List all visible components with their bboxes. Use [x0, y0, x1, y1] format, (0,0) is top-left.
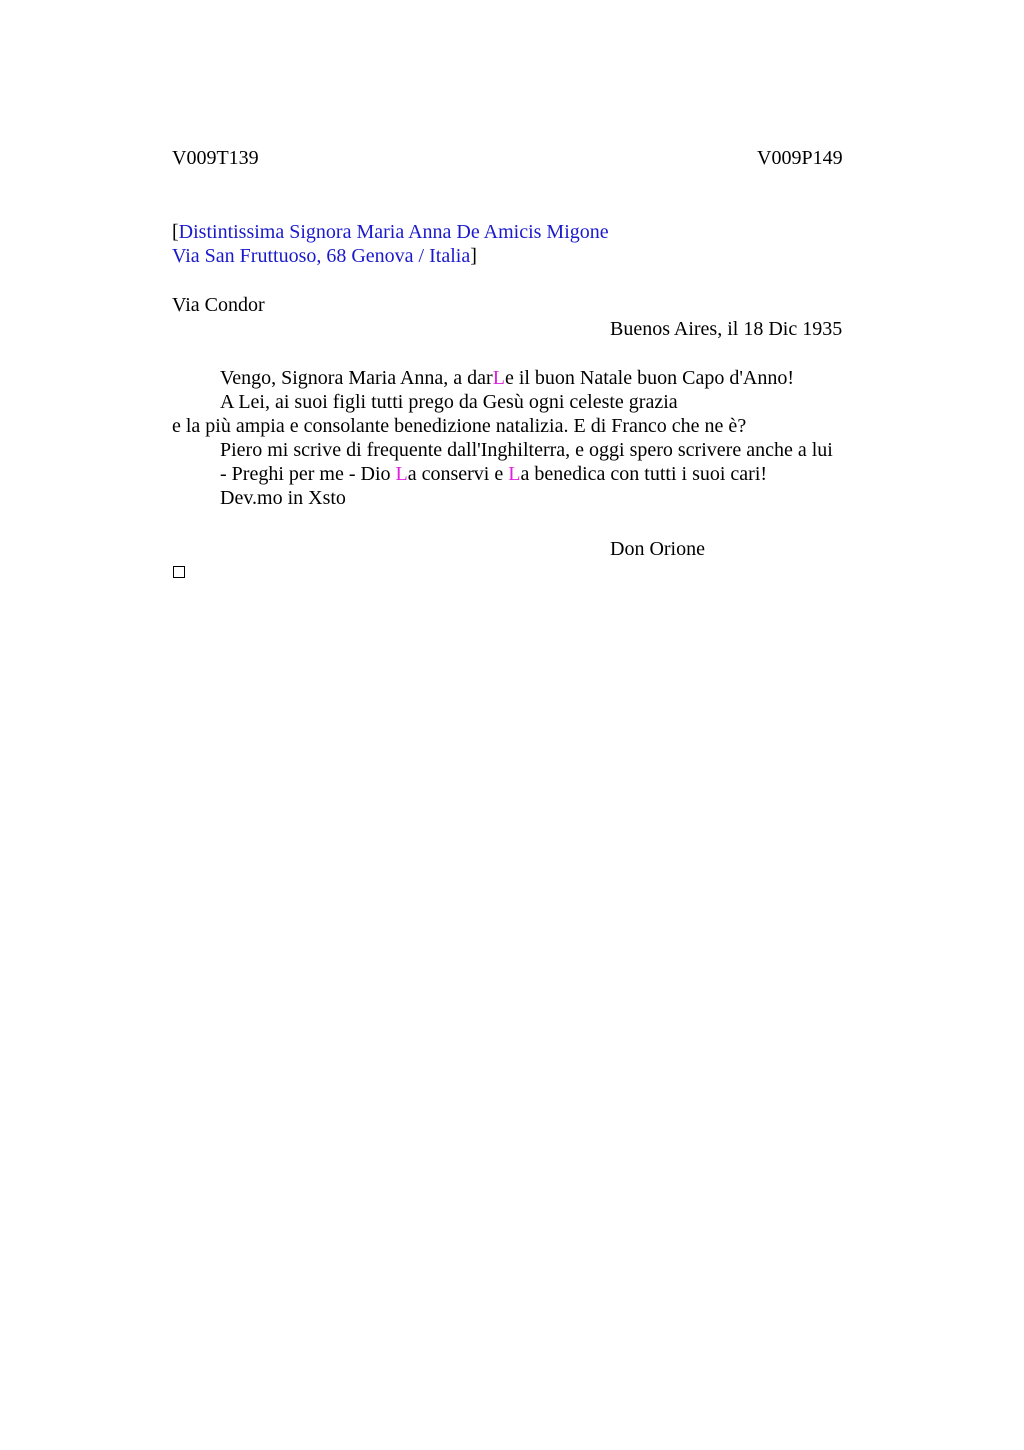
highlighted-letter: L: [492, 367, 505, 389]
body-line-5: - Preghi per me - Dio La conservi e La benedica con tutti i suoi cari!: [220, 463, 768, 485]
via-line: Via Condor: [172, 294, 265, 316]
address-line-2: [172, 244, 609, 268]
body-line-1: Vengo, Signora Maria Anna, a darLe il buon Natale buon Capo d'Anno!: [220, 367, 795, 389]
address-recipient: Distintissima Signora Maria Anna De Amicis Migone: [178, 221, 609, 243]
highlighted-letter: L: [395, 463, 408, 485]
dateline: Buenos Aires, il 18 Dic 1935: [610, 318, 843, 340]
body-line-3: e la più ampia e consolante benedizione natalizia. E di Franco che ne è?: [172, 415, 747, 437]
address-line-1: [172, 220, 609, 244]
document-reference-left: V009T139: [172, 147, 259, 169]
letter-body: [172, 366, 833, 510]
signature: Don Orione: [610, 538, 705, 560]
body-line-6: Dev.mo in Xsto: [220, 487, 346, 509]
open-bracket: [: [172, 221, 179, 243]
highlighted-letter: L: [508, 463, 521, 485]
close-bracket: ]: [470, 245, 477, 267]
body-line-4: Piero mi scrive di frequente dall'Inghilterra, e oggi spero scrivere anche a lui: [220, 439, 833, 461]
document-reference-right: V009P149: [757, 147, 843, 169]
address-block: [172, 220, 609, 268]
body-line-2: A Lei, ai suoi figli tutti prego da Gesù ogni celeste grazia: [220, 391, 678, 413]
empty-square-icon: [173, 566, 185, 578]
address-street: Via San Fruttuoso, 68 Genova / Italia: [172, 245, 471, 267]
